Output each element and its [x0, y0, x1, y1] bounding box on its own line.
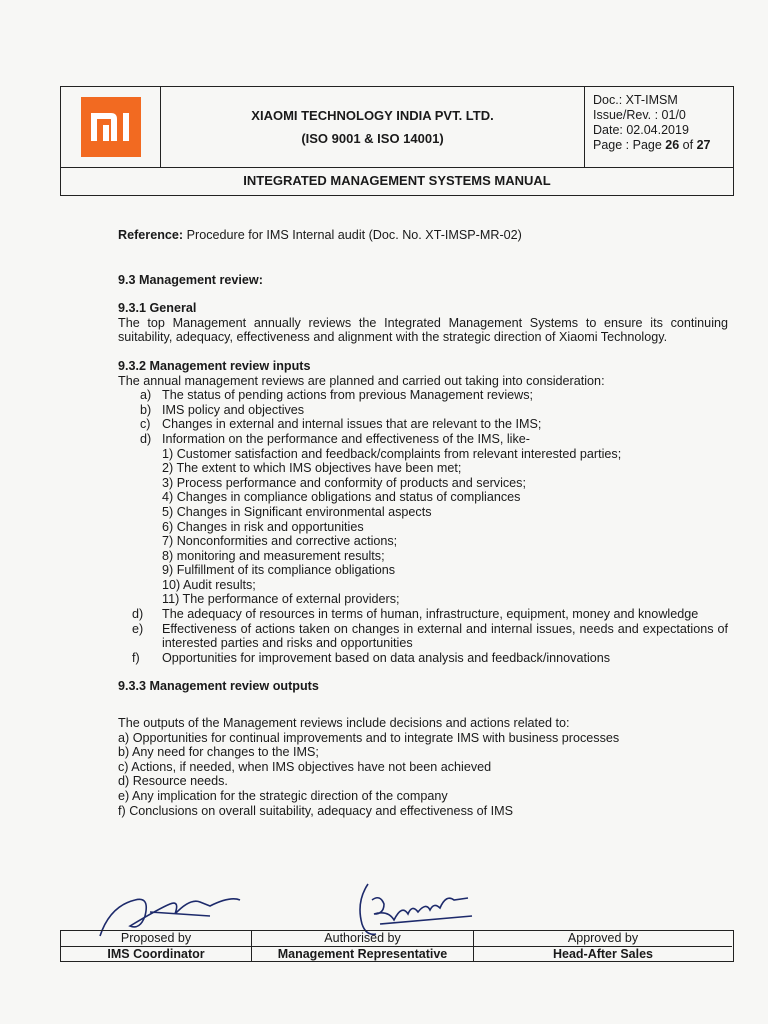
proposed-by-title: IMS Coordinator — [107, 947, 205, 961]
sub-list-item: 5) Changes in Significant environmental aspects — [162, 504, 432, 519]
list-item: d) The adequacy of resources in terms of human, infrastructure, equipment, money and knowledge — [132, 607, 699, 622]
list-item: b) IMS policy and objectives — [140, 402, 305, 417]
subsection-title-inputs: 9.3.2 Management review inputs — [118, 358, 311, 373]
issue-rev: Issue/Rev. : 01/0 — [593, 108, 686, 122]
doc-number: Doc.: XT-IMSM — [593, 93, 678, 107]
page-indicator: Page : Page 26 of 27 — [593, 138, 711, 152]
sub-list-item: 2) The extent to which IMS objectives have been met; — [162, 461, 462, 476]
approved-by-title: Head-After Sales — [552, 947, 654, 961]
section-title-management-review: 9.3 Management review: — [118, 272, 263, 287]
general-paragraph: The top Management annually reviews the Integrated Management Systems to ensure its continuing suitability, adequacy, effectiveness and alignment with the strategic direction of Xiaomi Technology. — [118, 315, 728, 345]
document-body — [118, 228, 728, 818]
company-cell — [161, 87, 585, 167]
authorised-by-label: Authorised by — [252, 931, 473, 947]
signature-col-proposed — [61, 931, 251, 961]
subsection-title-outputs: 9.3.3 Management review outputs — [118, 679, 319, 694]
list-item: a) The status of pending actions from previous Management reviews; — [140, 388, 534, 403]
mi-logo-icon — [81, 97, 141, 157]
signature-col-approved — [473, 931, 732, 961]
company-name: XIAOMI TECHNOLOGY INDIA PVT. LTD. — [251, 108, 494, 123]
logo-cell — [61, 87, 161, 167]
mi-logo-glyph — [87, 107, 135, 147]
doc-date: Date: 02.04.2019 — [593, 123, 689, 137]
list-item: d) Information on the performance and effectiveness of the IMS, like- — [140, 431, 530, 446]
iso-standards: (ISO 9001 & ISO 14001) — [301, 131, 444, 146]
sub-list-item: 7) Nonconformities and corrective actions; — [162, 534, 398, 549]
sub-list-item: 3) Process performance and conformity of products and services; — [162, 475, 526, 490]
list-item: e) Any implication for the strategic direction of the company — [118, 789, 448, 803]
list-item: b) Any need for changes to the IMS; — [118, 745, 319, 760]
sub-list-item: 4) Changes in compliance obligations and status of compliances — [162, 490, 521, 505]
page-total: 27 — [696, 138, 711, 152]
sub-list-item: 11) The performance of external providers; — [162, 592, 400, 607]
proposed-by-label: Proposed by — [61, 931, 251, 947]
subsection-title-general: 9.3.1 General — [118, 301, 197, 316]
page-number: 26 — [665, 138, 680, 152]
list-item: a) Opportunities for continual improvements and to integrate IMS with business processes — [118, 730, 620, 745]
signature-block — [60, 880, 734, 970]
reference-label: Reference: — [118, 228, 184, 242]
sub-list-item: 8) monitoring and measurement results; — [162, 548, 385, 563]
reference-line — [118, 228, 728, 243]
doc-info-cell — [585, 87, 733, 167]
list-item: d) Resource needs. — [118, 774, 228, 789]
list-item: e) Effectiveness of actions taken on changes in external and internal issues, needs and expectations of interested parties and risks and opportunities — [132, 621, 728, 651]
sub-list-item: 10) Audit results; — [162, 577, 256, 592]
sub-list-item: 6) Changes in risk and opportunities — [162, 519, 364, 534]
sub-list-item: 9) Fulfillment of its compliance obligations — [162, 563, 396, 578]
document-header — [60, 86, 734, 196]
outputs-intro: The outputs of the Management reviews include decisions and actions related to: — [118, 716, 570, 731]
inputs-intro: The annual management reviews are planned and carried out taking into consideration: — [118, 373, 605, 388]
approved-by-label: Approved by — [474, 931, 732, 947]
reference-text: Procedure for IMS Internal audit (Doc. No. XT-IMSP-MR-02) — [183, 228, 522, 242]
list-item: f) Conclusions on overall suitability, adequacy and effectiveness of IMS — [118, 803, 514, 818]
manual-title: INTEGRATED MANAGEMENT SYSTEMS MANUAL — [61, 167, 733, 195]
list-item: f) Opportunities for improvement based on data analysis and feedback/innovations — [132, 650, 611, 665]
signature-table — [60, 930, 734, 962]
authorised-by-title: Management Representative — [277, 947, 448, 961]
sub-list-item: 1) Customer satisfaction and feedback/complaints from relevant interested parties; — [162, 446, 622, 461]
list-item: c) Changes in external and internal issues that are relevant to the IMS; — [140, 417, 542, 432]
list-item: c) Actions, if needed, when IMS objectives have not been achieved — [118, 759, 492, 774]
signature-col-authorised — [251, 931, 473, 961]
